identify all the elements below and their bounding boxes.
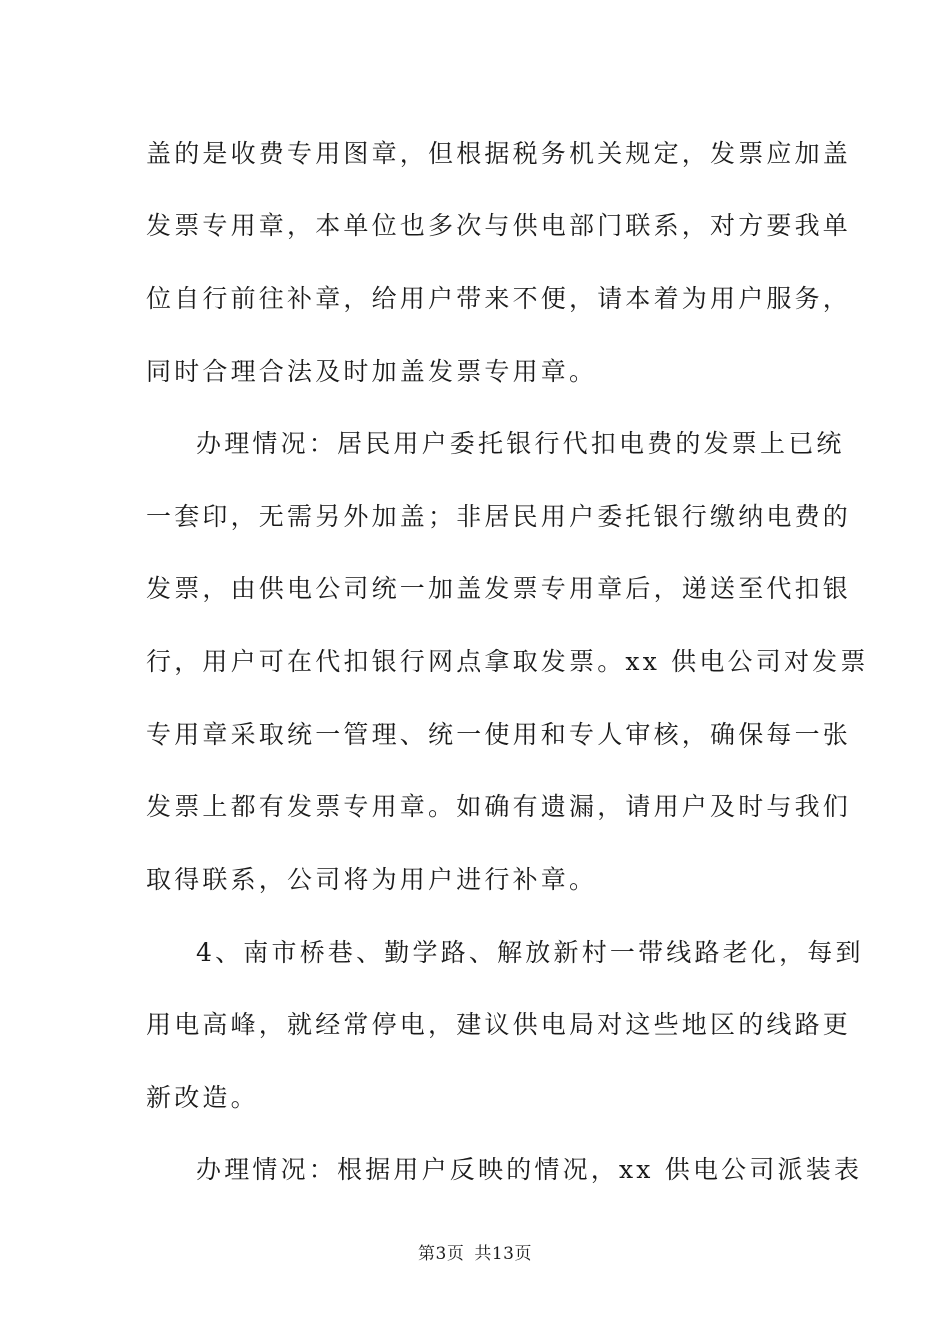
text-line: 盖的是收费专用图章，但根据税务机关规定，发票应加盖 — [146, 139, 852, 168]
text-line: 用电高峰，就经常停电，建议供电局对这些地区的线路更 — [146, 1010, 852, 1039]
text-line: 行，用户可在代扣银行网点拿取发票。xx 供电公司对发票 — [146, 647, 869, 676]
text-line: 新改造。 — [146, 1083, 259, 1112]
text-line: 发票专用章，本单位也多次与供电部门联系，对方要我单 — [146, 211, 852, 240]
text-line: 位自行前往补章，给用户带来不便，请本着为用户服务， — [146, 284, 852, 313]
paragraph-first-line: 办理情况：根据用户反映的情况，xx 供电公司派装表 — [196, 1155, 863, 1184]
page-number: 第3页 — [418, 1244, 465, 1264]
text-line: 一套印，无需另外加盖；非居民用户委托银行缴纳电费的 — [146, 502, 852, 531]
page-total: 共13页 — [474, 1244, 532, 1264]
text-line: 专用章采取统一管理、统一使用和专人审核，确保每一张 — [146, 720, 852, 749]
page-footer — [0, 1243, 950, 1265]
text-line: 发票上都有发票专用章。如确有遗漏，请用户及时与我们 — [146, 792, 852, 821]
paragraph-first-line: 办理情况：居民用户委托银行代扣电费的发票上已统 — [196, 429, 845, 458]
paragraph-first-line: 4、南市桥巷、勤学路、解放新村一带线路老化，每到 — [196, 938, 864, 967]
text-line: 取得联系，公司将为用户进行补章。 — [146, 865, 598, 894]
text-line: 发票，由供电公司统一加盖发票专用章后，递送至代扣银 — [146, 574, 852, 603]
text-line: 同时合理合法及时加盖发票专用章。 — [146, 357, 598, 386]
